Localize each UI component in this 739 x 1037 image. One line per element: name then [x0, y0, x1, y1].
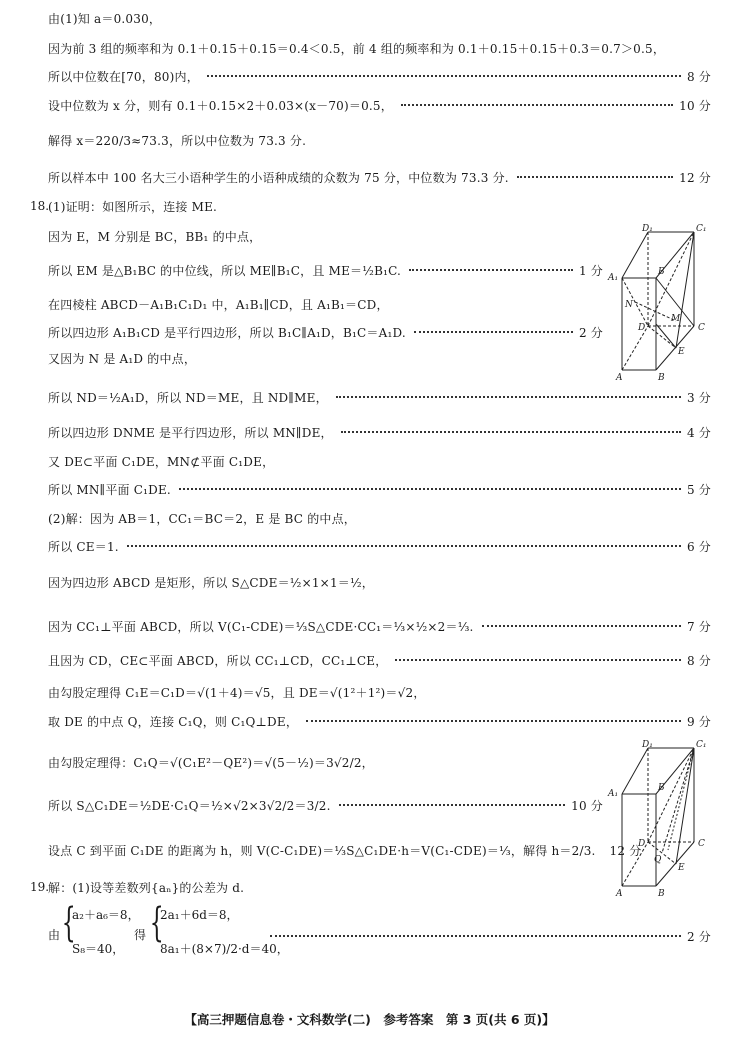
line-8: 因为 E，M 分别是 BC，BB₁ 的中点， — [48, 229, 262, 244]
line-13: 所以 ND＝½A₁D，所以 ND＝ME，且 ND∥ME， 3 分 — [48, 390, 711, 405]
system-right-eq1: 2a₁＋6d＝8， — [160, 908, 239, 922]
svg-text:E: E — [678, 863, 685, 873]
system-points-row: 2 分 — [262, 924, 711, 948]
system-mid: 得 — [134, 928, 147, 942]
line-19: 因为四边形 ABCD 是矩形，所以 S△CDE＝½×1×1＝½， — [48, 575, 375, 590]
line-23: 取 DE 的中点 Q，连接 C₁Q，则 C₁Q⊥DE， 9 分 — [48, 714, 711, 729]
line-4: 设中位数为 x 分，则有 0.1＋0.15×2＋0.03×(x－70)＝0.5， 10 分 — [48, 98, 711, 113]
line-9: 所以 EM 是△B₁BC 的中位线，所以 ME∥B₁C，且 ME＝½B₁C. 1 分 — [48, 263, 603, 278]
system-right-eq2: 8a₁＋(8×7)/2·d＝40， — [160, 942, 289, 956]
system-left-eq1: a₂＋a₆＝8， — [72, 908, 140, 922]
svg-text:D₁: D₁ — [642, 224, 653, 234]
line-11: 所以四边形 A₁B₁CD 是平行四边形，所以 B₁C∥A₁D，B₁C＝A₁D. 2 分 — [48, 325, 603, 340]
line-18: 所以 CE＝1. 6 分 — [48, 539, 711, 554]
svg-text:Q: Q — [654, 855, 662, 865]
question-number-19: 19. — [30, 880, 50, 894]
svg-text:E: E — [678, 347, 685, 357]
svg-text:D: D — [638, 323, 646, 333]
svg-text:D: D — [638, 839, 646, 849]
system-prefix: 由 — [48, 928, 61, 942]
line-14: 所以四边形 DNME 是平行四边形，所以 MN∥DE， 4 分 — [48, 425, 711, 440]
svg-text:N: N — [625, 300, 633, 310]
svg-text:C: C — [698, 323, 705, 333]
question-number-18: 18. — [30, 199, 50, 213]
svg-text:C₁: C₁ — [696, 224, 707, 234]
svg-text:A: A — [616, 889, 623, 898]
line-6: 所以样本中 100 名大三小语种学生的小语种成绩的众数为 75 分，中位数为 73.3 分. 12 分 — [48, 170, 711, 185]
svg-text:C: C — [698, 839, 705, 849]
prism-figure-1 — [606, 222, 714, 382]
left-brace: { — [61, 900, 76, 946]
svg-text:A₁: A₁ — [608, 273, 619, 283]
line-22: 由勾股定理得 C₁E＝C₁D＝√(1＋4)＝√5，且 DE＝√(1²＋1²)＝√2， — [48, 685, 426, 700]
svg-text:B: B — [658, 889, 665, 898]
line-10: 在四棱柱 ABCD－A₁B₁C₁D₁ 中，A₁B₁∥CD，且 A₁B₁＝CD， — [48, 297, 389, 312]
line-1: 由(1)知 a＝0.030， — [48, 11, 162, 26]
line-12: 又因为 N 是 A₁D 的中点， — [48, 351, 197, 366]
line-26: 设点 C 到平面 C₁DE 的距离为 h，则 V(C-C₁DE)＝⅓S△C₁DE·h＝V(C₁-CDE)＝⅓，解得 h＝2/3. 12 分 — [48, 843, 642, 858]
prism-figure-2 — [606, 738, 714, 898]
page-footer: 【高三押题信息卷・文科数学(二) 参考答案 第 3 页(共 6 页)】 — [184, 1012, 555, 1027]
line-7: (1)证明：如图所示，连接 ME. — [48, 199, 218, 214]
line-25: 所以 S△C₁DE＝½DE·C₁Q＝½×√2×3√2/2＝3/2. 10 分 — [48, 798, 603, 813]
system-left-eq2: S₈＝40， — [72, 942, 125, 956]
svg-text:B: B — [658, 267, 665, 277]
line-16: 所以 MN∥平面 C₁DE. 5 分 — [48, 482, 711, 497]
svg-text:B: B — [658, 373, 665, 382]
svg-text:A₁: A₁ — [608, 789, 619, 799]
line-21: 且因为 CD，CE⊂平面 ABCD，所以 CC₁⊥CD，CC₁⊥CE， 8 分 — [48, 653, 711, 668]
right-brace: { — [149, 900, 164, 946]
svg-text:B: B — [658, 783, 665, 793]
line-20: 因为 CC₁⊥平面 ABCD，所以 V(C₁-CDE)＝⅓S△CDE·CC₁＝⅓×½×2＝⅓. 7 分 — [48, 619, 711, 634]
line-27: 解：(1)设等差数列{aₙ}的公差为 d. — [48, 880, 245, 895]
svg-text:C₁: C₁ — [696, 740, 707, 750]
line-3: 所以中位数在[70，80)内， 8 分 — [48, 69, 711, 84]
line-17: (2)解：因为 AB＝1，CC₁＝BC＝2，E 是 BC 的中点， — [48, 511, 356, 526]
line-5: 解得 x＝220/3≈73.3，所以中位数为 73.3 分. — [48, 133, 307, 148]
svg-text:M: M — [671, 314, 681, 324]
line-15: 又 DE⊂平面 C₁DE，MN⊄平面 C₁DE， — [48, 454, 275, 469]
line-2: 因为前 3 组的频率和为 0.1＋0.15＋0.15＝0.4＜0.5，前 4 组的频率和为 0.1＋0.15＋0.15＋0.3＝0.7＞0.5， — [48, 41, 666, 56]
svg-text:D₁: D₁ — [642, 740, 653, 750]
svg-text:A: A — [616, 373, 623, 382]
line-24: 由勾股定理得：C₁Q＝√(C₁E²－QE²)＝√(5－½)＝3√2/2， — [48, 755, 374, 770]
